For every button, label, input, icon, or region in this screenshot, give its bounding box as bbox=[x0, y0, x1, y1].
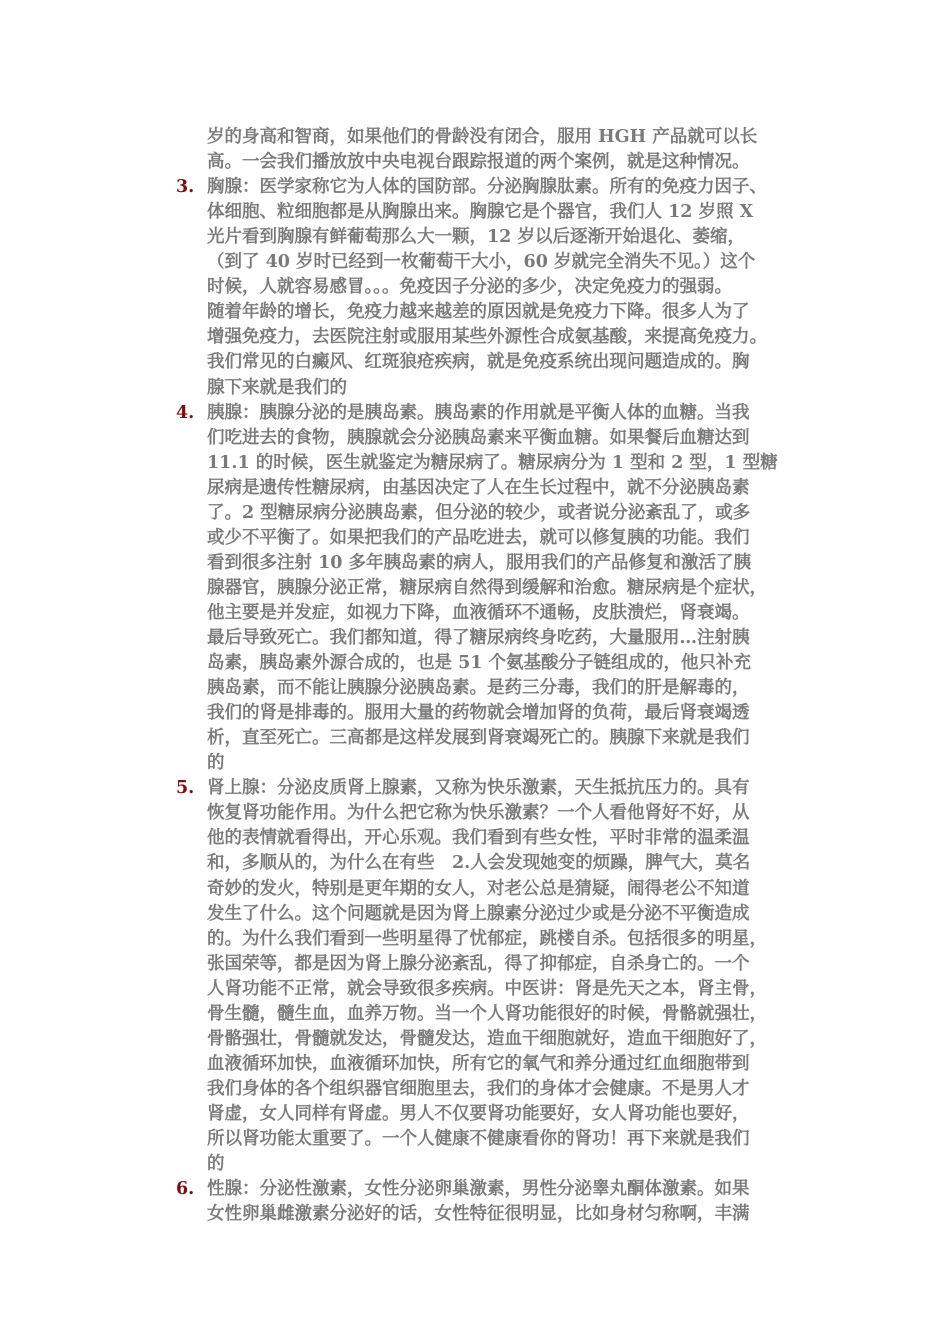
paragraph-line: （到了 40 岁时已经到一枚葡萄干大小，60 岁就完全消失不见。）这个 bbox=[207, 252, 756, 273]
paragraph-line: 我们的肾是排毒的。服用大量的药物就会增加肾的负荷，最后肾衰竭透 bbox=[207, 703, 750, 724]
paragraph-line: 他主要是并发症，如视力下降，血液循环不通畅，皮肤溃烂，肾衰竭。 bbox=[207, 602, 750, 623]
paragraph-line: 体细胞、粒细胞都是从胸腺出来。胸腺它是个器官，我们人 12 岁照 X bbox=[207, 202, 754, 223]
paragraph-line: 们吃进去的食物，胰腺就会分泌胰岛素来平衡血糖。如果餐后血糖达到 bbox=[207, 427, 750, 448]
paragraph-line: 的。为什么我们看到一些明星得了忧郁症，跳楼自杀。包括很多的明星， bbox=[207, 928, 767, 949]
list-number: 5. bbox=[176, 778, 195, 799]
paragraph-line: 了。2 型糖尿病分泌胰岛素，但分泌的较少，或者说分泌紊乱了，或多 bbox=[207, 502, 751, 523]
paragraph-line: 光片看到胸腺有鲜葡萄那么大一颗，12 岁以后逐渐开始退化、萎缩， bbox=[207, 227, 745, 248]
paragraph-line: 肾虚，女人同样有肾虚。男人不仅要肾功能要好，女人肾功能也要好， bbox=[207, 1103, 750, 1124]
paragraph-line: 我们身体的各个组织器官细胞里去，我们的身体才会健康。不是男人才 bbox=[207, 1078, 750, 1099]
paragraph-line: 奇妙的发火，特别是更年期的女人，对老公总是猜疑，闹得老公不知道 bbox=[207, 878, 750, 899]
paragraph-line: 看到很多注射 10 多年胰岛素的病人，服用我们的产品修复和激活了胰 bbox=[207, 552, 752, 573]
paragraph-line: 11.1 的时候，医生就鉴定为糖尿病了。糖尿病分为 1 型和 2 型，1 型糖 bbox=[207, 452, 778, 473]
paragraph-line: 恢复肾功能作用。为什么把它称为快乐激素？一个人看他肾好不好，从 bbox=[207, 803, 750, 824]
paragraph-line: 的 bbox=[207, 753, 225, 774]
list-number: 4. bbox=[176, 402, 195, 423]
paragraph-line: 最后导致死亡。我们都知道，得了糖尿病终身吃药，大量服用…注射胰 bbox=[207, 628, 750, 648]
paragraph-line: 所以肾功能太重要了。一个人健康不健康看你的肾功！再下来就是我们 bbox=[207, 1129, 750, 1149]
paragraph-line: 腺下来就是我们的 bbox=[207, 377, 347, 398]
paragraph-line: 血液循环加快，血液循环加快，所有它的氧气和养分通过红血细胞带到 bbox=[207, 1053, 750, 1074]
paragraph-line: 张国荣等，都是因为肾上腺分泌紊乱，得了抑郁症，自杀身亡的。一个 bbox=[207, 953, 750, 974]
paragraph-line: 析，直至死亡。三高都是这样发展到肾衰竭死亡的。胰腺下来就是我们 bbox=[207, 728, 750, 749]
paragraph-line: 增强免疫力，去医院注射或服用某些外源性合成氨基酸，来提高免疫力。 bbox=[207, 327, 767, 348]
paragraph-line: 性腺：分泌性激素，女性分泌卵巢激素，男性分泌睾丸酮体激素。如果 bbox=[207, 1179, 750, 1200]
list-number: 3. bbox=[176, 177, 195, 198]
paragraph-line: 高。一会我们播放放中央电视台跟踪报道的两个案例，就是这种情况。 bbox=[207, 152, 750, 173]
paragraph-line: 骨骼强壮，骨髓就发达，骨髓发达，造血干细胞就好，造血干细胞好了， bbox=[207, 1028, 767, 1049]
paragraph-line: 或少不平衡了。如果把我们的产品吃进去，就可以修复胰的功能。我们 bbox=[207, 527, 750, 548]
paragraph-line: 时候，人就容易感冒。。。免疫因子分泌的多少，决定免疫力的强弱。 bbox=[207, 277, 732, 298]
paragraph-line: 女性卵巢雌激素分泌好的话，女性特征很明显，比如身材匀称啊，丰满 bbox=[207, 1204, 750, 1225]
paragraph-line: 胰岛素，而不能让胰腺分泌胰岛素。是药三分毒，我们的肝是解毒的， bbox=[207, 678, 750, 699]
paragraph-line: 胰腺：胰腺分泌的是胰岛素。胰岛素的作用就是平衡人体的血糖。当我 bbox=[207, 402, 750, 423]
paragraph-line: 胸腺：医学家称它为人体的国防部。分泌胸腺肽素。所有的免疫力因子、 bbox=[207, 177, 767, 198]
paragraph-line: 随着年龄的增长，免疫力越来越差的原因就是免疫力下降。很多人为了 bbox=[207, 302, 750, 323]
paragraph-line: 他的表情就看得出，开心乐观。我们看到有些女性，平时非常的温柔温 bbox=[207, 828, 750, 849]
paragraph-line: 我们常见的白癜风、红斑狼疮疾病，就是免疫系统出现问题造成的。胸 bbox=[207, 352, 750, 373]
paragraph-line: 发生了什么。这个问题就是因为肾上腺素分泌过少或是分泌不平衡造成 bbox=[207, 903, 750, 924]
paragraph-line: 尿病是遗传性糖尿病，由基因决定了人在生长过程中，就不分泌胰岛素 bbox=[207, 477, 750, 498]
paragraph-line: 腺器官，胰腺分泌正常，糖尿病自然得到缓解和治愈。糖尿病是个症状， bbox=[207, 577, 767, 598]
paragraph-line: 岛素，胰岛素外源合成的，也是 51 个氨基酸分子链组成的，他只补充 bbox=[207, 653, 752, 674]
paragraph-line: 的 bbox=[207, 1154, 225, 1175]
paragraph-line: 和，多顺从的，为什么在有些 2.人会发现她变的烦躁，脾气大，莫名 bbox=[207, 853, 751, 874]
paragraph-line: 骨生髓，髓生血，血养万物。当一个人肾功能很好的时候，骨骼就强壮， bbox=[207, 1003, 767, 1024]
paragraph-line: 岁的身高和智商，如果他们的骨龄没有闭合，服用 HGH 产品就可以长 bbox=[207, 127, 758, 147]
paragraph-line: 肾上腺：分泌皮质肾上腺素，又称为快乐激素，天生抵抗压力的。具有 bbox=[207, 778, 750, 799]
paragraph-line: 人肾功能不正常，就会导致很多疾病。中医讲：肾是先天之本，肾主骨， bbox=[207, 978, 767, 999]
list-number: 6. bbox=[176, 1179, 195, 1200]
